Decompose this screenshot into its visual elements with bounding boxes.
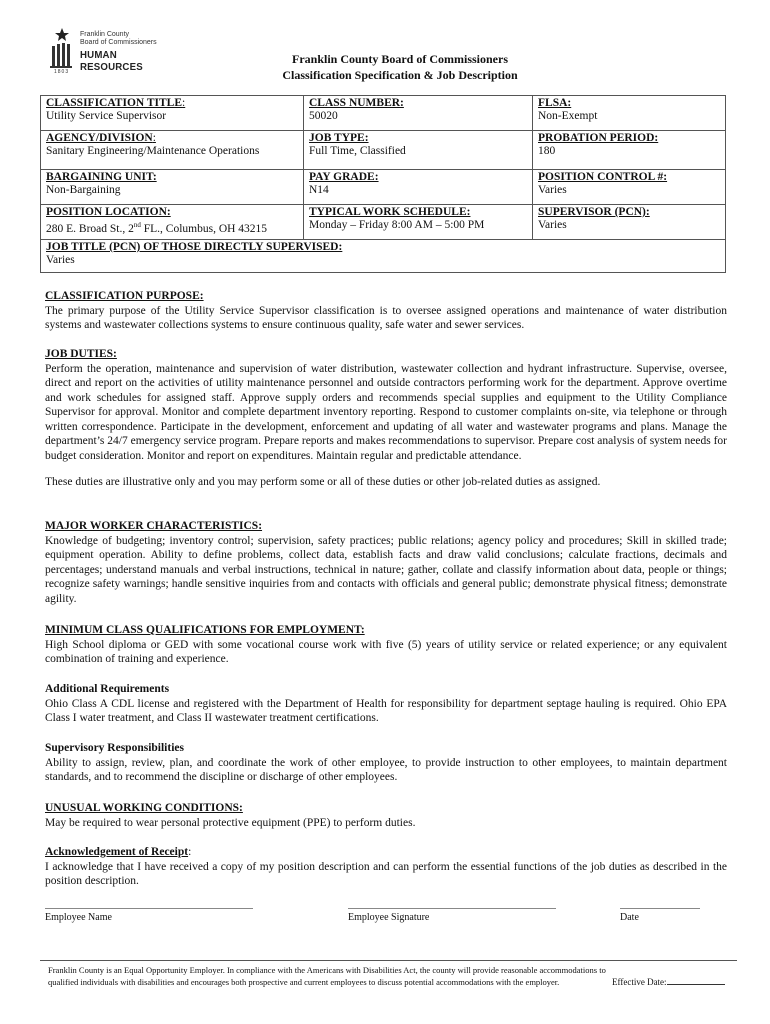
additional-heading: Additional Requirements	[45, 683, 170, 695]
cell-job-type	[304, 131, 533, 170]
schedule-label: TYPICAL WORK SCHEDULE:	[309, 206, 471, 218]
employee-name-label: Employee Name	[45, 912, 112, 923]
employee-name-line[interactable]	[45, 908, 253, 923]
header-line-2: Classification Specification & Job Description	[282, 68, 518, 82]
unusual-heading: UNUSUAL WORKING CONDITIONS:	[45, 802, 243, 814]
class-number-value: 50020	[309, 110, 338, 122]
cell-flsa	[533, 96, 726, 131]
cell-supervised	[41, 239, 726, 272]
duties-text: Perform the operation, maintenance and supervision of water distribution, wastewater collection and hydrant infrastructure. Supervise, oversee, direct and report on the activities of utility maintenance personnel and outside contractors performing work for the department. Approve overtime and work schedules for assigned staff. Approve supply orders and recommends special supplies and equipment to the Utility Compliance Supervisor for approval. Monitor and complete department inventory reporting. Respond to customer complaints on-site, via telephone or through written correspondence. Participate in the development, enforcement and updating of all water and wastewater programs and plans. Manage the department’s 24/7 emergency service program. Prepare reports and makes recommendations to supervisor. Prepare cost analysis of system needs for budget consideration. Monitor and report on expenditures. Maintain regular and predictable attendance.	[45, 362, 727, 462]
logo-line-1: Franklin County	[80, 31, 130, 38]
supervised-label: JOB TITLE (PCN) OF THOSE DIRECTLY SUPERVISED:	[46, 240, 343, 253]
acknowledgement-section: Acknowledgement of Receipt: I acknowledge that I have received a copy of my position description and can perform the essential functions of the job duties as described in the position description.	[45, 846, 727, 887]
classification-title-label: CLASSIFICATION TITLE	[46, 97, 183, 109]
duties-note: These duties are illustrative only and you may perform some or all of these duties or other job-related duties as assigned.	[45, 476, 601, 488]
logo-year: 1803	[54, 69, 70, 75]
classification-title-value: Utility Service Supervisor	[46, 110, 167, 122]
probation-value: 180	[538, 145, 556, 157]
duties-heading: JOB DUTIES:	[45, 348, 117, 360]
schedule-value: Monday – Friday 8:00 AM – 5:00 PM	[309, 219, 485, 231]
date-label: Date	[620, 912, 639, 923]
employee-signature-label: Employee Signature	[348, 912, 430, 923]
cell-supervisor	[533, 205, 726, 240]
flsa-label: FLSA:	[538, 97, 572, 109]
effective-date-label: Effective Date:	[612, 977, 667, 987]
pay-grade-value: N14	[309, 184, 329, 196]
header-line-1: Franklin County Board of Commissioners	[291, 52, 509, 66]
characteristics-heading: MAJOR WORKER CHARACTERISTICS:	[45, 520, 263, 532]
cell-schedule	[304, 205, 533, 240]
supervisor-label: SUPERVISOR (PCN):	[538, 206, 650, 218]
supervisory-responsibilities-section	[45, 741, 727, 785]
unusual-text: May be required to wear personal protective equipment (PPE) to perform duties.	[45, 816, 416, 829]
purpose-text: The primary purpose of the Utility Service Supervisor classification is to oversee assigned operations and maintenance of water distribution systems and wastewater collections systems to ensure continuous quality, safe water and sewer services.	[45, 304, 727, 331]
effective-date	[612, 976, 725, 988]
major-worker-characteristics-section	[45, 519, 727, 606]
purpose-heading: CLASSIFICATION PURPOSE:	[45, 290, 204, 302]
cell-location	[41, 205, 304, 240]
additional-text: Ohio Class A CDL license and registered with the Department of Health for responsibility for department septage hauling is required. Ohio EPA Class I water treatment, and Class II wastewater treatment certifications.	[45, 697, 727, 724]
probation-label: PROBATION PERIOD:	[538, 132, 659, 144]
location-label: POSITION LOCATION:	[46, 206, 171, 218]
footer	[40, 960, 737, 1007]
agency-value: Sanitary Engineering/Maintenance Operations	[46, 145, 260, 157]
supervisory-text: Ability to assign, review, plan, and coordinate the work of other employee, to provide instruction to other employees, to maintain department standards, and to recommend the discipline or discharge of other employees.	[45, 756, 727, 783]
job-type-label: JOB TYPE:	[309, 132, 369, 144]
effective-date-field[interactable]	[667, 984, 725, 985]
agency-label: AGENCY/DIVISION	[46, 132, 153, 144]
characteristics-text: Knowledge of budgeting; inventory control; supervision, safety practices; public relations; agency policy and procedures; Skill in skilled trade; equipment operation. Ability to define problems, collect data, establish facts and draw valid conclusions; calculate fractions, decimals and percentages; understand manuals and verbal instructions, technical in nature; gather, collate and classify information about data, people or things; recognize safety warnings; handle sensitive inquiries from and contacts with officials and general public; demonstrate physical fitness; demonstrate agility.	[45, 534, 727, 605]
bargaining-value: Non-Bargaining	[46, 184, 121, 196]
cell-bargaining	[41, 170, 304, 205]
date-line[interactable]	[620, 908, 700, 923]
supervisory-heading: Supervisory Responsibilities	[45, 742, 184, 754]
classification-table	[40, 95, 726, 273]
cell-class-number	[304, 96, 533, 131]
cell-position-control	[533, 170, 726, 205]
position-control-value: Varies	[538, 184, 567, 196]
job-duties-section	[45, 347, 727, 490]
qualifications-text: High School diploma or GED with some vocational course work with five (5) years of utility service or related experience; or any equivalent combination of training and experience.	[45, 638, 727, 665]
class-number-label: CLASS NUMBER:	[309, 97, 404, 109]
cell-probation	[533, 131, 726, 170]
qualifications-heading: MINIMUM CLASS QUALIFICATIONS FOR EMPLOYMENT:	[45, 624, 365, 636]
classification-purpose-section	[45, 289, 727, 333]
additional-requirements-section	[45, 682, 727, 726]
flsa-value: Non-Exempt	[538, 110, 598, 122]
logo-line-3: HUMAN RESOURCES	[80, 49, 143, 73]
employee-signature-line[interactable]	[348, 908, 556, 923]
cell-agency: AGENCY/DIVISION: Sanitary Engineering/Maintenance Operations	[41, 131, 304, 170]
document-header	[200, 51, 600, 83]
county-logo	[48, 28, 188, 78]
acknowledgement-text: I acknowledge that I have received a copy of my position description and can perform the essential functions of the job duties as described in the position description.	[45, 860, 727, 887]
unusual-working-conditions-section	[45, 801, 727, 830]
location-value: 280 E. Broad St., 2nd FL., Columbus, OH 43215	[46, 221, 268, 235]
acknowledgement-heading: Acknowledgement of Receipt	[45, 846, 189, 858]
supervised-value: Varies	[46, 253, 75, 266]
position-control-label: POSITION CONTROL #:	[538, 171, 668, 183]
job-type-value: Full Time, Classified	[309, 145, 406, 157]
supervisor-value: Varies	[538, 219, 567, 231]
logo-line-2: Board of Commissioners	[80, 39, 157, 46]
pay-grade-label: PAY GRADE:	[309, 171, 379, 183]
cell-classification-title: CLASSIFICATION TITLE: Utility Service Supervisor	[41, 96, 304, 131]
minimum-qualifications-section	[45, 623, 727, 667]
eeo-statement: Franklin County is an Equal Opportunity Employer. In compliance with the Americans with Disabilities Act, the county will provide reasonable accommodations to qualified individuals with disabilities and encourages both prospective and current employees to discuss potential accommodations with the employer.	[48, 965, 606, 987]
bargaining-label: BARGAINING UNIT:	[46, 171, 157, 183]
cell-pay-grade	[304, 170, 533, 205]
